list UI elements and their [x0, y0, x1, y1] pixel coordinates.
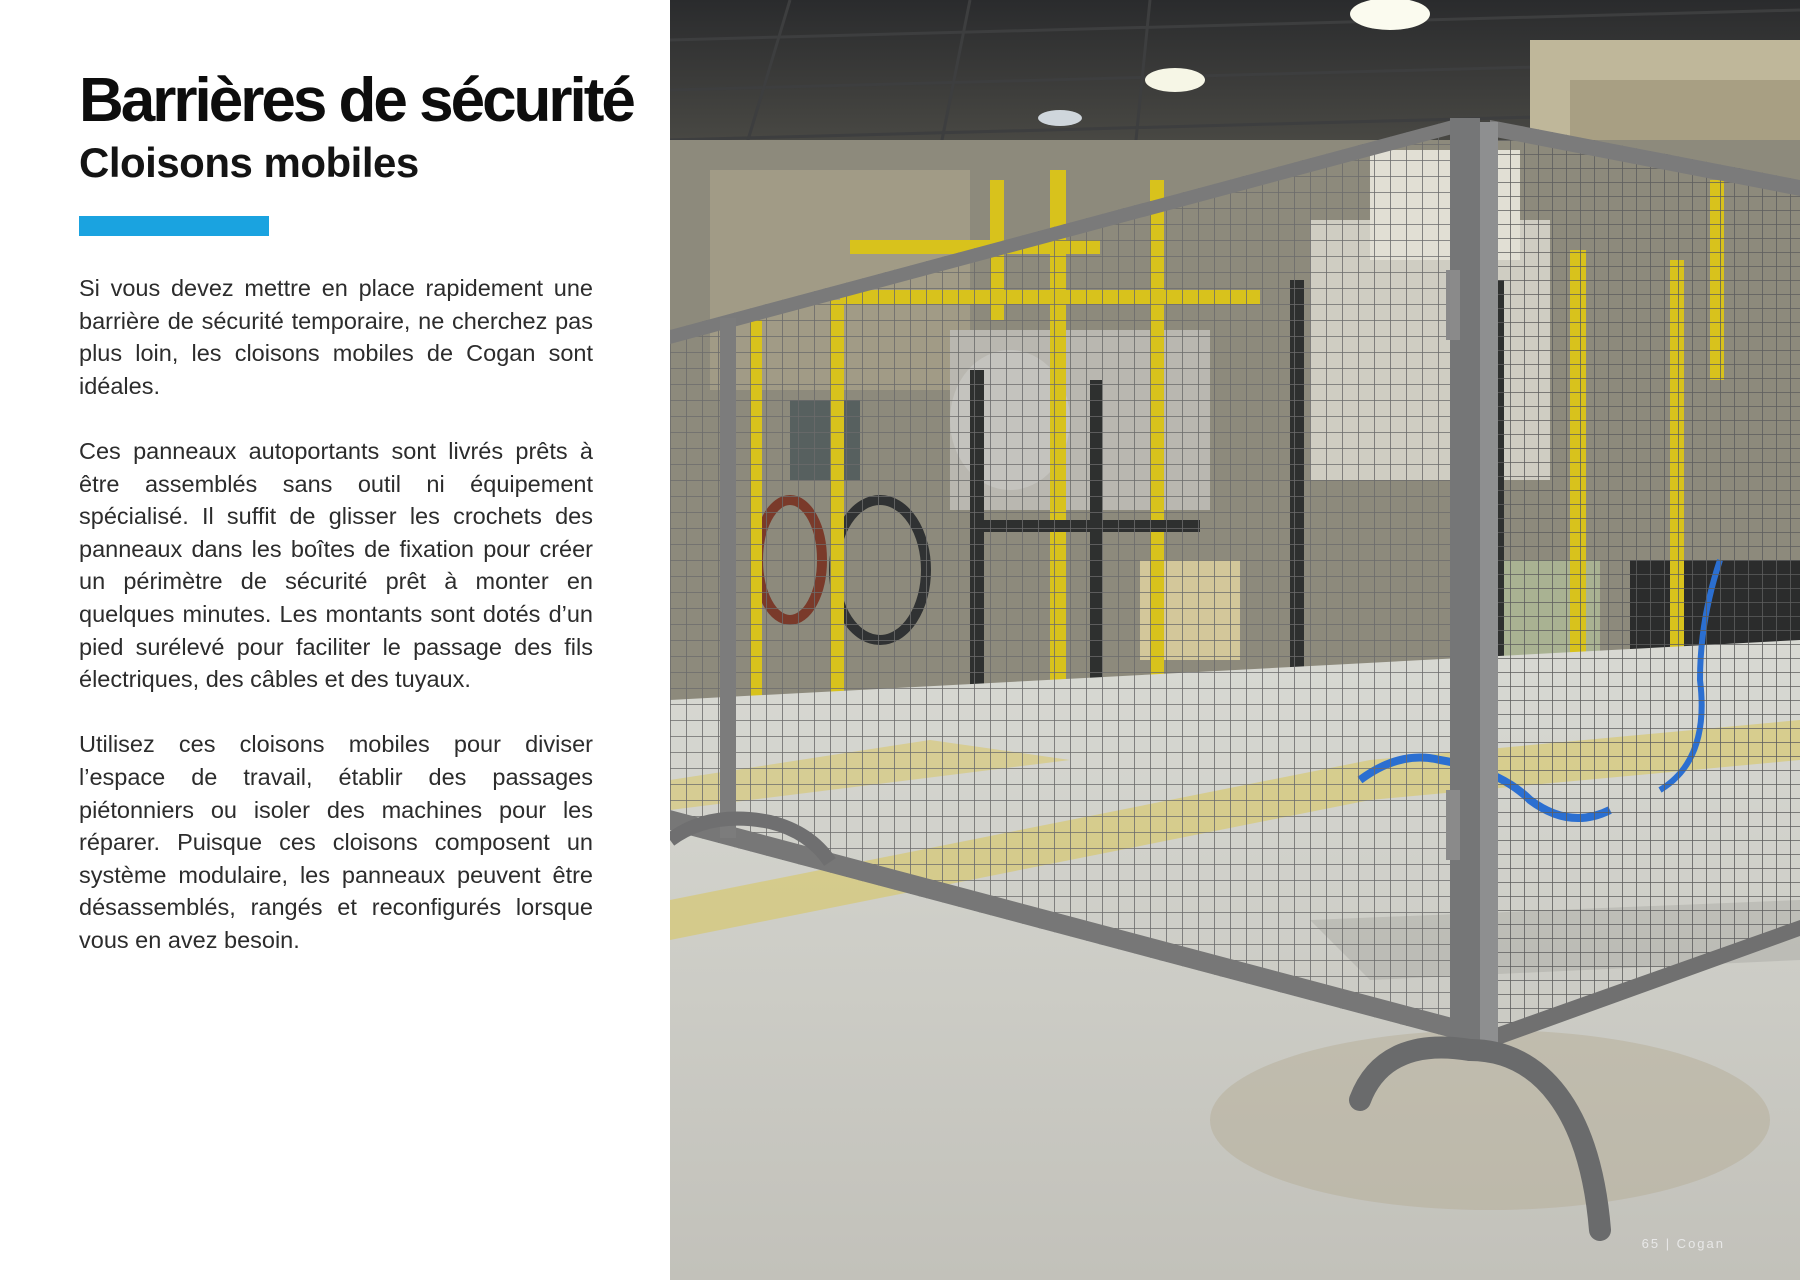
page-subtitle: Cloisons mobiles: [79, 139, 419, 186]
text-column: [0, 0, 670, 1280]
product-photo: [670, 0, 1800, 1280]
paragraph: Utilisez ces cloisons mobiles pour diviser l’espace de travail, établir des passages piétonniers ou isoler des machines pour les réparer. Puisque ces cloisons composent un système modulaire, les panneaux peuvent être désassemblés, rangés et reconfigurés lorsque vous en avez besoin.: [79, 731, 593, 953]
paragraph: Ces panneaux autoportants sont livrés prêts à être assemblés sans outil ni équipement spécialisé. Il suffit de glisser les crochets des panneaux dans les boîtes de fixation pour créer un périmètre de sécurité prêt à monter en quelques minutes. Les montants sont dotés d’un pied surélevé pour faciliter le passage des fils électriques, des câbles et des tuyaux.: [79, 437, 593, 693]
page-footer: 65 | Cogan: [1641, 1236, 1725, 1251]
accent-bar: [79, 216, 269, 236]
body-text: [79, 272, 593, 989]
page-title: Barrières de sécurité: [79, 66, 633, 135]
paragraph: Si vous devez mettre en place rapidement une barrière de sécurité temporaire, ne cherchez pas plus loin, les cloisons mobiles de Cogan sont idéales.: [79, 275, 593, 399]
